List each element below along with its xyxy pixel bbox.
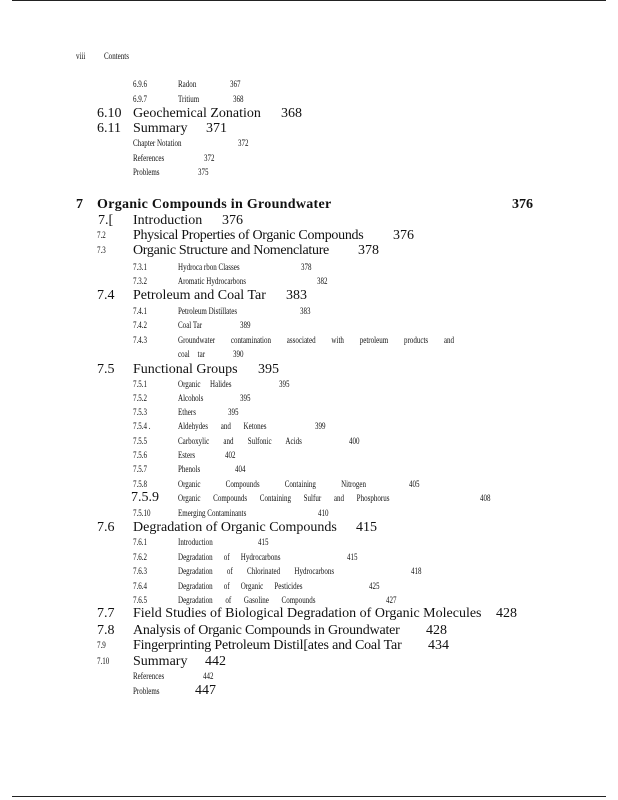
entry-page: 367 [230,79,241,89]
entry-number: 7.6.3 [133,566,148,576]
entry-number: 7.5.3 [133,407,148,417]
entry-title: Analysis of Organic Compounds in Groundwater [133,623,400,638]
entry-number: 7.3.1 [133,262,148,272]
entry-number: 7.2 [97,230,106,240]
entry-number: 7.4.2 [133,320,148,330]
entry-page: 399 [315,421,326,431]
chapter-title: Organic Compounds in Groundwater [97,197,332,212]
entry-page: 395 [279,379,290,389]
entry-page: 447 [195,683,216,698]
entry-page: 395 [240,393,251,403]
entry-title: Degradation of Hydrocarbons [178,552,281,562]
entry-title: Degradation of Chlorinated Hydrocarbons [178,566,335,576]
entry-title: Organic Halides [178,379,232,389]
entry-number: 7.3.2 [133,276,148,286]
entry-title: Petroleum and Coal Tar [133,288,266,303]
entry-page: 389 [240,320,251,330]
entry-page: 428 [426,623,447,638]
entry-page: 442 [203,671,214,681]
entry-number: 7.5 [97,362,115,377]
entry-title: Aldehydes and Ketones [178,421,267,431]
entry-title: Carboxylic and Sulfonic Acids [178,436,302,446]
entry-page: 415 [356,520,377,535]
entry-page: 418 [411,566,422,576]
entry-title: Ethers [178,407,196,417]
entry-title: Tritium [178,94,200,104]
entry-title: Summary [133,121,188,136]
entry-title: Radon [178,79,197,89]
entry-page: 405 [409,479,420,489]
entry-page: 383 [300,306,311,316]
entry-page: 382 [317,276,328,286]
entry-number: 7.4.3 [133,335,148,345]
entry-title: Geochemical Zonation [133,106,261,121]
page-roman-numeral: viii [76,51,86,61]
entry-page: 434 [428,638,449,653]
entry-number: 6.11 [97,121,121,136]
entry-number: 7.5.6 [133,450,148,460]
entry-title: Degradation of Organic Pesticides [178,581,303,591]
entry-page: 378 [358,243,379,258]
entry-page: 376 [393,228,414,243]
entry-title: Organic Compounds Containing Nitrogen [178,479,367,489]
entry-number: 7.4.1 [133,306,148,316]
entry-number: 7.6.1 [133,537,148,547]
entry-number: 7.7 [97,606,115,621]
entry-title: Alcohols [178,393,204,403]
entry-title: Organic Structure and Nomenclature [133,243,329,258]
entry-number: 7.6.2 [133,552,148,562]
entry-number: 6.10 [97,106,122,121]
entry-number: 7.6 [97,520,115,535]
entry-number: 7.5.4 . [133,421,151,431]
entry-title: References [133,671,165,681]
entry-title: Functional Groups [133,362,238,377]
entry-title: Degradation of Organic Compounds [133,520,337,535]
entry-title: Hydroca rbon Classes [178,262,240,272]
entry-number: 7.3 [97,245,106,255]
entry-page: 404 [235,464,246,474]
entry-page: 395 [258,362,279,377]
entry-number: 7.6.5 [133,595,148,605]
entry-title: Summary [133,654,188,669]
entry-page: 410 [318,508,329,518]
entry-number: 7.5.2 [133,393,148,403]
entry-number: 6.9.6 [133,79,148,89]
entry-title: Petroleum Distillates [178,306,238,316]
entry-title: Groundwater contamination associated with petroleum products and [178,335,455,345]
entry-title: Physical Properties of Organic Compounds [133,228,364,243]
entry-number: 7.5.7 [133,464,148,474]
entry-title: Introduction [178,537,213,547]
entry-page: 428 [496,606,517,621]
entry-title: Chapter Notation [133,138,182,148]
entry-title: Aromatic Hydrocarbons [178,276,247,286]
entry-page: 427 [386,595,397,605]
bottom-rule [12,796,606,797]
entry-number: 6.9.7 [133,94,148,104]
entry-title: Organic Compounds Containing Sulfur and Phosphorus [178,493,390,503]
entry-title: Fingerprinting Petroleum Distil[ates and Coal Tar [133,638,402,653]
entry-page: 425 [369,581,380,591]
entry-number: 7.5.10 [133,508,151,518]
chapter-number: 7 [76,197,83,212]
entry-page: 368 [233,94,244,104]
entry-page: 402 [225,450,236,460]
entry-number: 7.5.5 [133,436,148,446]
entry-page: 372 [204,153,215,163]
entry-title-continuation: coal tar [178,349,206,359]
entry-page: 415 [258,537,269,547]
entry-page: 371 [206,121,227,136]
entry-number: 7.4 [97,288,115,303]
chapter-page: 376 [512,197,533,212]
entry-page: 368 [281,106,302,121]
entry-number: 7.5.8 [133,479,148,489]
entry-title: References [133,153,165,163]
entry-number: 7.10 [97,656,110,666]
entry-title: Phenols [178,464,201,474]
entry-number: 7.8 [97,623,115,638]
running-head: Contents [104,51,129,61]
entry-number: 7.9 [97,640,106,650]
top-rule [12,0,606,1]
entry-page: 442 [205,654,226,669]
entry-title: Emerging Contaminants [178,508,247,518]
entry-title: Introduction [133,213,203,228]
entry-number: 7.5.1 [133,379,148,389]
entry-number: 7.6.4 [133,581,148,591]
entry-page: 376 [222,213,243,228]
entry-page: 390 [233,349,244,359]
entry-title: Field Studies of Biological Degradation of Organic Molecules [133,606,482,621]
entry-page: 400 [349,436,360,446]
entry-title: Problems [133,167,160,177]
entry-page: 395 [228,407,239,417]
entry-title: Esters [178,450,196,460]
entry-page: 372 [238,138,249,148]
entry-title: Coal Tar [178,320,203,330]
entry-page: 408 [480,493,491,503]
entry-number: 7.5.9 [131,490,159,505]
entry-title: Problems [133,686,160,696]
entry-page: 383 [286,288,307,303]
entry-page: 375 [198,167,209,177]
entry-number: 7.[ [98,213,114,228]
entry-page: 378 [301,262,312,272]
entry-page: 415 [347,552,358,562]
entry-title: Degradation of Gasoline Compounds [178,595,316,605]
